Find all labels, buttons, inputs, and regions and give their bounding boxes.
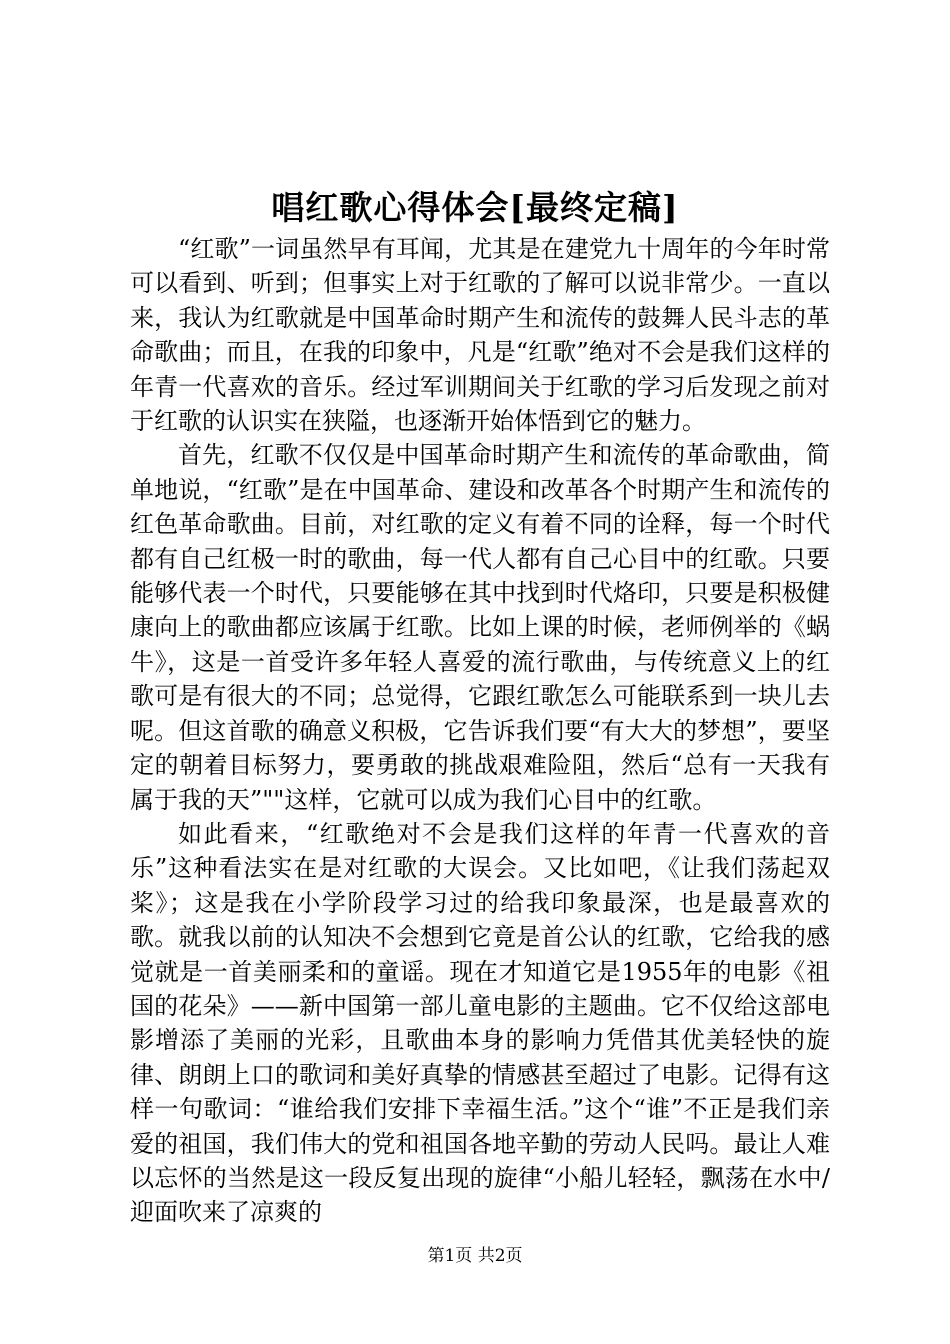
- paragraph-2: 首先，红歌不仅仅是中国革命时期产生和流传的革命歌曲，简单地说，“红歌”是在中国革命、建设和改革各个时期产生和流传的红色革命歌曲。目前，对红歌的定义有着不同的诠释，每一个时代都有自己红极一时的歌曲，每一代人都有自己心目中的红歌。只要能够代表一个时代，只要能够在其中找到时代烙印，只要是积极健康向上的歌曲都应该属于红歌。比如上课的时候，老师例举的《蜗牛》，这是一首受许多年轻人喜爱的流行歌曲，与传统意义上的红歌可是有很大的不同；总觉得，它跟红歌怎么可能联系到一块儿去呢。但这首歌的确意义积极，它告诉我们要“有大大的梦想”，要坚定的朝着目标努力，要勇敢的挑战艰难险阻，然后“总有一天我有属于我的天”""这样，它就可以成为我们心目中的红歌。: [130, 441, 830, 814]
- page-footer: 第1页 共2页: [427, 1246, 523, 1266]
- paragraph-1: “红歌”一词虽然早有耳闻，尤其是在建党九十周年的今年时常可以看到、听到；但事实上对于红歌的了解可以说非常少。一直以来，我认为红歌就是中国革命时期产生和流传的鼓舞人民斗志的革命歌曲；而且，在我的印象中，凡是“红歌”绝对不会是我们这样的年青一代喜欢的音乐。经过军训期间关于红歌的学习后发现之前对于红歌的认识实在狭隘，也逐渐开始体悟到它的魅力。: [130, 235, 830, 436]
- document-body: [130, 232, 830, 1230]
- document-title: 唱红歌心得体会[最终定稿]: [271, 188, 679, 227]
- paragraph-3: 如此看来，“红歌绝对不会是我们这样的年青一代喜欢的音乐”这种看法实在是对红歌的大误会。又比如吧，《让我们荡起双桨》；这是我在小学阶段学习过的给我印象最深，也是最喜欢的歌。就我以前的认知决不会想到它竟是首公认的红歌，它给我的感觉就是一首美丽柔和的童谣。现在才知道它是1955年的电影《祖国的花朵》——新中国第一部儿童电影的主题曲。它不仅给这部电影增添了美丽的光彩，且歌曲本身的影响力凭借其优美轻快的旋律、朗朗上口的歌词和美好真挚的情感甚至超过了电影。记得有这样一句歌词：“谁给我们安排下幸福生活。”这个“谁”不正是我们亲爱的祖国，我们伟大的党和祖国各地辛勤的劳动人民吗。最让人难以忘怀的当然是这一段反复出现的旋律“小船儿轻轻，飘荡在水中/迎面吹来了凉爽的: [130, 819, 830, 1227]
